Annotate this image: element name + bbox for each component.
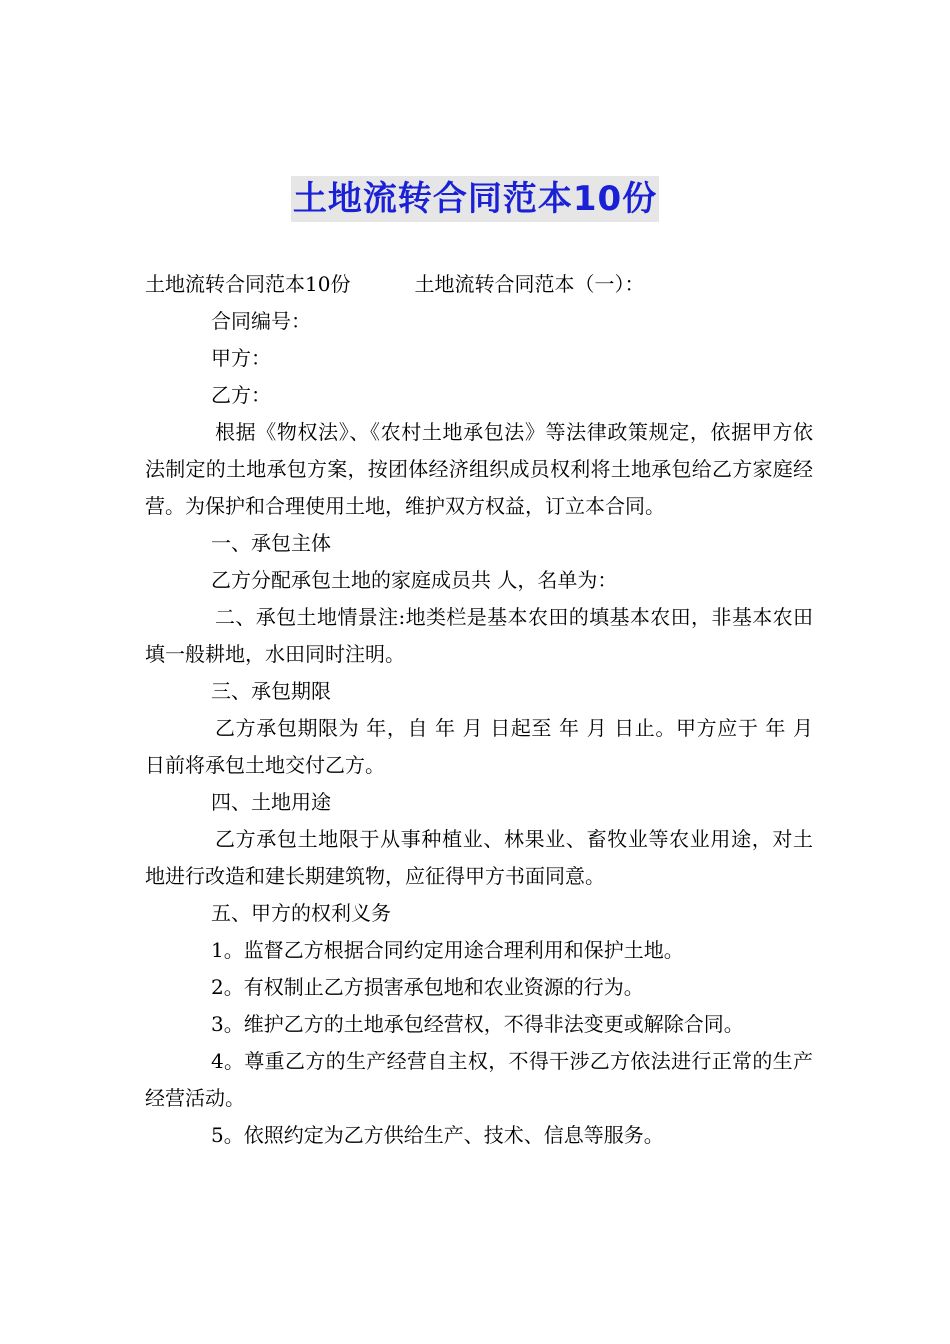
preamble-paragraph: 根据《物权法》、《农村土地承包法》等法律政策规定，依据甲方依法制定的土地承包方案，按团体经济组织成员权利将土地承包给乙方家庭经营。为保护和合理使用土地，维护双方权益，订立本合同。: [145, 420, 813, 518]
section-5-item-3: 3。维护乙方的土地承包经营权，不得非法变更或解除合同。: [211, 1012, 744, 1036]
document-title: 土地流转合同范本10份: [291, 176, 659, 222]
section-5-title: 五、甲方的权利义务: [211, 901, 391, 925]
section-5-item-4: 4。尊重乙方的生产经营自主权，不得干涉乙方依法进行正常的生产经营活动。: [145, 1049, 813, 1110]
section-5-item-1: 1。监督乙方根据合同约定用途合理利用和保护土地。: [211, 938, 684, 962]
intro-right: 土地流转合同范本（一）：: [414, 272, 645, 296]
section-1-body: 乙方分配承包土地的家庭成员共 人，名单为：: [211, 568, 618, 592]
section-3-body: 乙方承包期限为 年，自 年 月 日起至 年 月 日止。甲方应于 年 月 日前将承包土地交付乙方。: [145, 716, 813, 777]
section-4-body: 乙方承包土地限于从事种植业、林果业、畜牧业等农业用途，对土地进行改造和建长期建筑物，应征得甲方书面同意。: [145, 827, 813, 888]
section-5-item-2: 2。有权制止乙方损害承包地和农业资源的行为。: [211, 975, 644, 999]
party-b: 乙方：: [211, 383, 271, 407]
document-body: [145, 266, 813, 1154]
section-3-title: 三、承包期限: [211, 679, 331, 703]
party-a: 甲方：: [211, 346, 271, 370]
section-5-item-5: 5。依照约定为乙方供给生产、技术、信息等服务。: [211, 1123, 664, 1147]
intro-line: [145, 266, 813, 303]
contract-number: 合同编号：: [211, 309, 311, 333]
section-2-paragraph: 二、承包土地情景注:地类栏是基本农田的填基本农田，非基本农田填一般耕地，水田同时注明。: [145, 605, 813, 666]
intro-left: 土地流转合同范本10份: [145, 272, 351, 296]
title-wrap: [0, 176, 950, 222]
section-4-title: 四、土地用途: [211, 790, 331, 814]
section-1-title: 一、承包主体: [211, 531, 331, 555]
